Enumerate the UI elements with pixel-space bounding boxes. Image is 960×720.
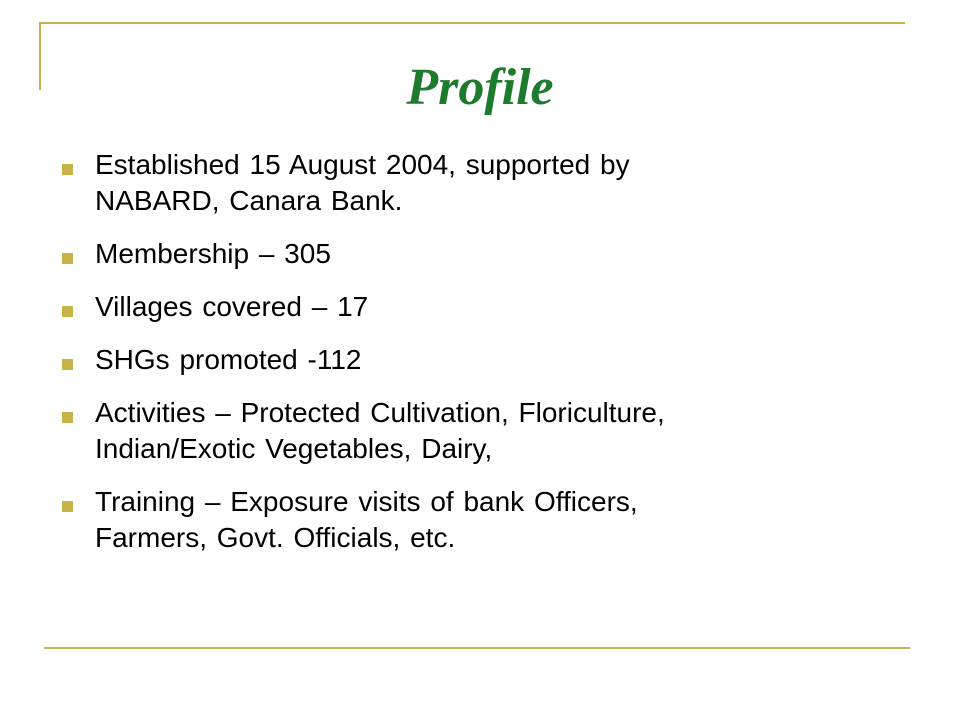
bullet-item-villages bbox=[60, 289, 920, 325]
square-bullet-icon bbox=[62, 253, 73, 264]
square-bullet-icon bbox=[62, 412, 73, 423]
bullet-item-established bbox=[60, 147, 920, 219]
bullet-text-line: Membership – 305 bbox=[95, 238, 331, 269]
bullet-text-line: SHGs promoted -112 bbox=[95, 344, 362, 375]
square-bullet-icon bbox=[62, 359, 73, 370]
bullet-item-membership bbox=[60, 236, 920, 272]
frame-bottom-line bbox=[44, 647, 910, 649]
bullet-text-line: Farmers, Govt. Officials, etc. bbox=[95, 522, 456, 553]
bullet-item-training bbox=[60, 484, 920, 556]
square-bullet-icon bbox=[62, 501, 73, 512]
bullet-text-line: Training – Exposure visits of bank Officers, bbox=[95, 486, 638, 517]
bullet-text-line: Activities – Protected Cultivation, Floriculture, bbox=[95, 397, 665, 428]
bullet-item-activities bbox=[60, 395, 920, 467]
bullet-text-line: Indian/Exotic Vegetables, Dairy, bbox=[95, 433, 493, 464]
bullet-text-line: NABARD, Canara Bank. bbox=[95, 185, 403, 216]
bullet-item-shgs bbox=[60, 342, 920, 378]
bullet-text-line: Villages covered – 17 bbox=[95, 291, 369, 322]
square-bullet-icon bbox=[62, 306, 73, 317]
slide-title: Profile bbox=[406, 59, 554, 116]
bullet-text-line: Established 15 August 2004, supported by bbox=[95, 149, 630, 180]
frame-top-line bbox=[39, 22, 905, 24]
bullet-list bbox=[60, 147, 920, 573]
square-bullet-icon bbox=[62, 164, 73, 175]
